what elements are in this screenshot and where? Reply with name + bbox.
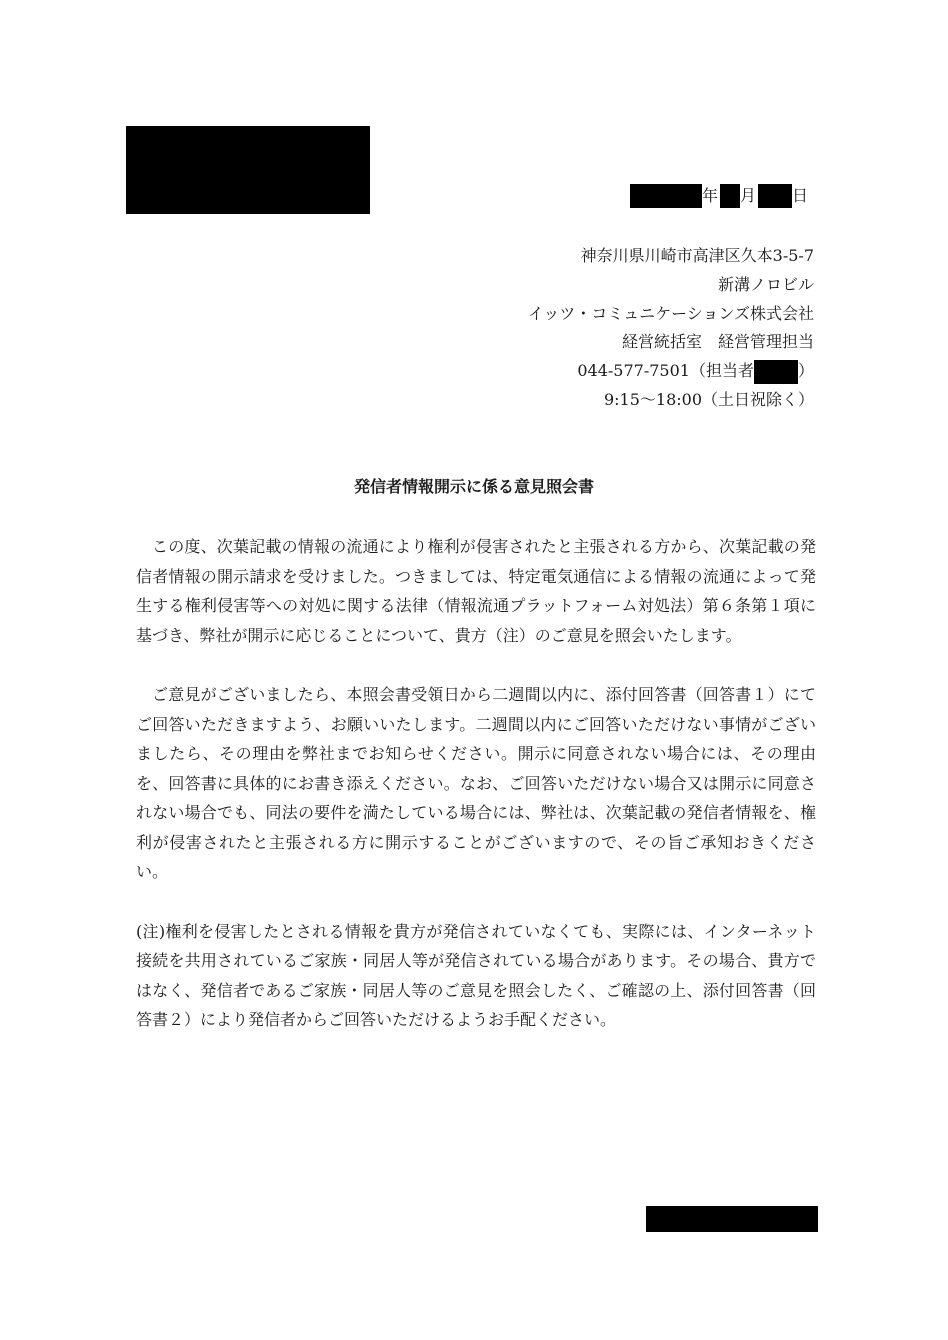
sender-phone-close: ）: [797, 361, 814, 381]
sender-phone: 044-577-7501（担当者: [577, 361, 754, 381]
redacted-contact-person: [754, 360, 798, 384]
body-note-paragraph: (注)権利を侵害したとされる情報を貴方が発信されていなくても、実際には、インターネット接続を共用されているご家族・同居人等が発信されている場合があります。その場合、貴方ではなく、発信者であるご家族・同居人等のご意見を照会したく、ご確認の上、添付回答書（回答書２）により発信者からご回答いただけるようお手配ください。: [136, 921, 816, 1029]
redacted-footer-block: [646, 1206, 818, 1232]
document-date: [630, 184, 808, 208]
redacted-year: [630, 184, 702, 208]
body-paragraph-2: ご意見がございましたら、本照会書受領日から二週間以内に、添付回答書（回答書１）にてご回答いただきますよう、お願いいたします。二週間以内にご回答いただけない事情がございましたら、その理由を弊社までお知らせください。開示に同意されない場合には、その理由を、回答書に具体的にお書き添えください。なお、ご回答いただけない場合又は開示に同意されない場合でも、同法の要件を満たしている場合には、弊社は、次葉記載の発信者情報を、権利が侵害されたと主張される方に開示することがございますので、その旨ご承知おきください。: [136, 685, 816, 881]
sender-building: 新溝ノロビル: [717, 274, 814, 294]
day-label: 日: [791, 186, 808, 205]
document-body: [136, 532, 816, 1035]
document-title: 発信者情報開示に係る意見照会書: [353, 477, 594, 496]
sender-department: 経営統括室 経営管理担当: [621, 332, 814, 352]
sender-company: イッツ・コミュニケーションズ株式会社: [527, 303, 814, 323]
redacted-day: [758, 184, 792, 208]
redacted-month: [720, 184, 740, 208]
month-label: 月: [739, 186, 756, 205]
year-label: 年: [701, 186, 718, 205]
sender-address: 神奈川県川崎市高津区久本3-5-7: [580, 246, 814, 265]
sender-hours: 9:15～18:00（土日祝除く）: [603, 389, 814, 409]
sender-phone-line: [528, 357, 814, 386]
sender-block: [528, 242, 814, 415]
redacted-recipient-block: [126, 126, 370, 214]
body-paragraph-1: この度、次葉記載の情報の流通により権利が侵害されたと主張される方から、次葉記載の発信者情報の開示請求を受けました。つきましては、特定電気通信による情報の流通によって発生する権利侵害等への対処に関する法律（情報流通プラットフォーム対処法）第６条第１項に基づき、弊社が開示に応じることについて、貴方（注）のご意見を照会いたします。: [136, 537, 816, 645]
